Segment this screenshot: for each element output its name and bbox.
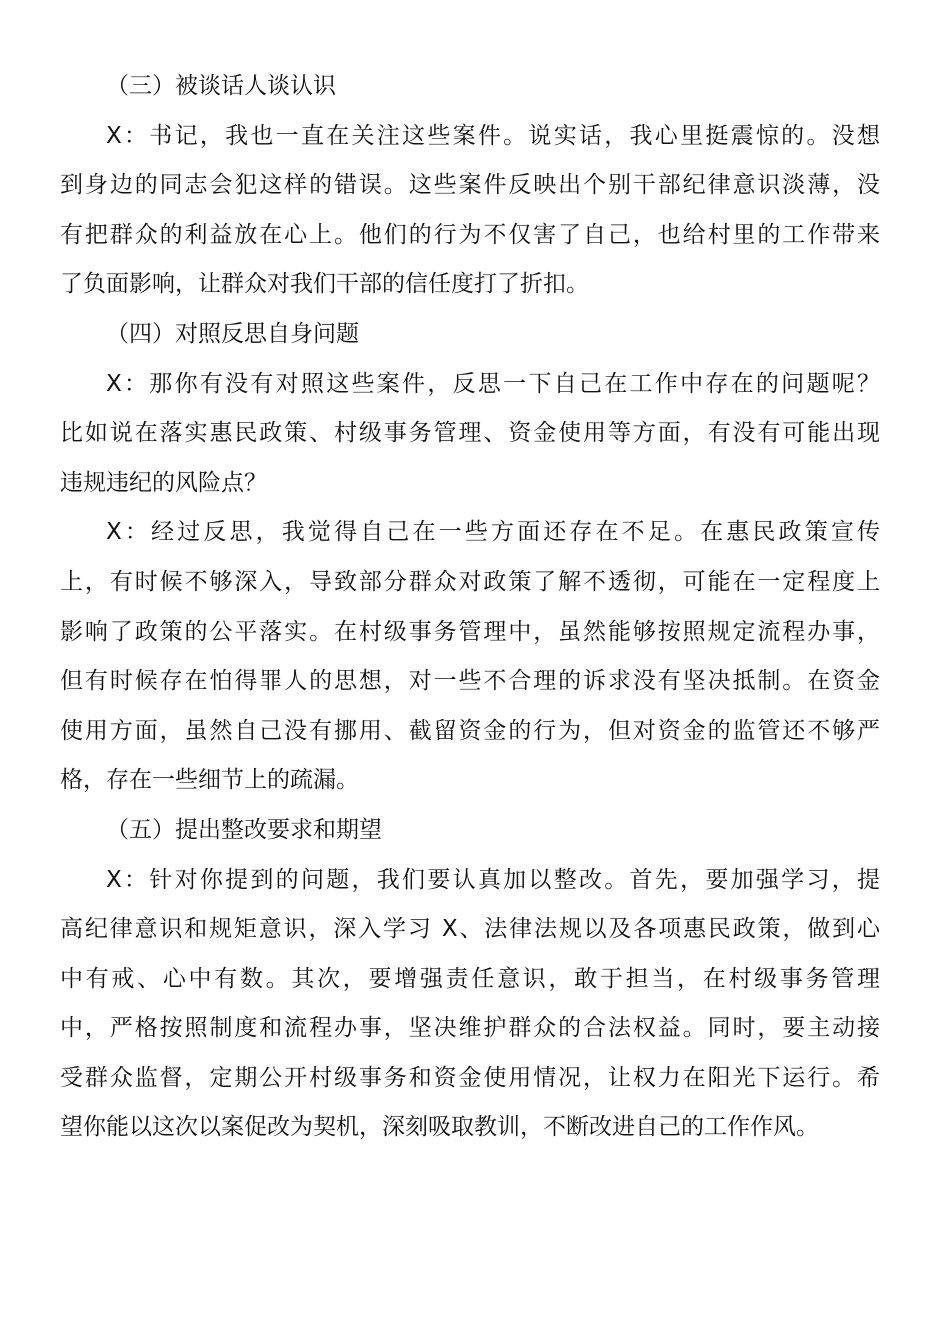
paragraph-line: X：针对你提到的问题，我们要认真加以整改。首先，要加强学习，提 xyxy=(106,866,880,893)
paragraph-line: 比如说在落实惠民政策、村级事务管理、资金使用等方面，有没有可能出现 xyxy=(60,420,880,447)
paragraph-line: X：书记，我也一直在关注这些案件。说实话，我心里挺震惊的。没想 xyxy=(106,122,880,149)
paragraph-line: X：经过反思，我觉得自己在一些方面还存在不足。在惠民政策宣传 xyxy=(106,519,880,546)
paragraph-line: 影响了政策的公平落实。在村级事务管理中，虽然能够按照规定流程办事， xyxy=(60,618,880,645)
paragraph-line: 但有时候存在怕得罪人的思想，对一些不合理的诉求没有坚决抵制。在资金 xyxy=(60,668,880,695)
paragraph-line: 有把群众的利益放在心上。他们的行为不仅害了自己，也给村里的工作带来 xyxy=(60,221,880,248)
paragraph-line: 使用方面，虽然自己没有挪用、截留资金的行为，但对资金的监管还不够严 xyxy=(60,717,880,744)
document-body xyxy=(60,62,880,1153)
paragraph-line: 上，有时候不够深入，导致部分群众对政策了解不透彻，可能在一定程度上 xyxy=(60,568,880,595)
paragraph-line: 受群众监督，定期公开村级事务和资金使用情况，让权力在阳光下运行。希 xyxy=(60,1064,880,1091)
paragraph-line: 了负面影响，让群众对我们干部的信任度打了折扣。 xyxy=(60,271,589,298)
paragraph-line: 望你能以这次以案促改为契机，深刻吸取教训，不断改进自己的工作作风。 xyxy=(60,1114,819,1141)
paragraph-line: 违规违纪的风险点？ xyxy=(60,469,267,496)
paragraph-line: 高纪律意识和规矩意识，深入学习 X、法律法规以及各项惠民政策，做到心 xyxy=(60,916,880,943)
section-heading-5: （五）提出整改要求和期望 xyxy=(106,816,382,843)
paragraph-line: 到身边的同志会犯这样的错误。这些案件反映出个别干部纪律意识淡薄，没 xyxy=(60,172,880,199)
paragraph-line: 中，严格按照制度和流程办事，坚决维护群众的合法权益。同时，要主动接 xyxy=(60,1015,880,1042)
section-heading-4: （四）对照反思自身问题 xyxy=(106,320,359,347)
paragraph-line: 格，存在一些细节上的疏漏。 xyxy=(60,767,359,794)
paragraph-line: X：那你有没有对照这些案件，反思一下自己在工作中存在的问题呢？ xyxy=(106,370,880,397)
section-heading-3: （三）被谈话人谈认识 xyxy=(106,73,336,99)
paragraph-line: 中有戒、心中有数。其次，要增强责任意识，敢于担当，在村级事务管理 xyxy=(60,965,880,992)
